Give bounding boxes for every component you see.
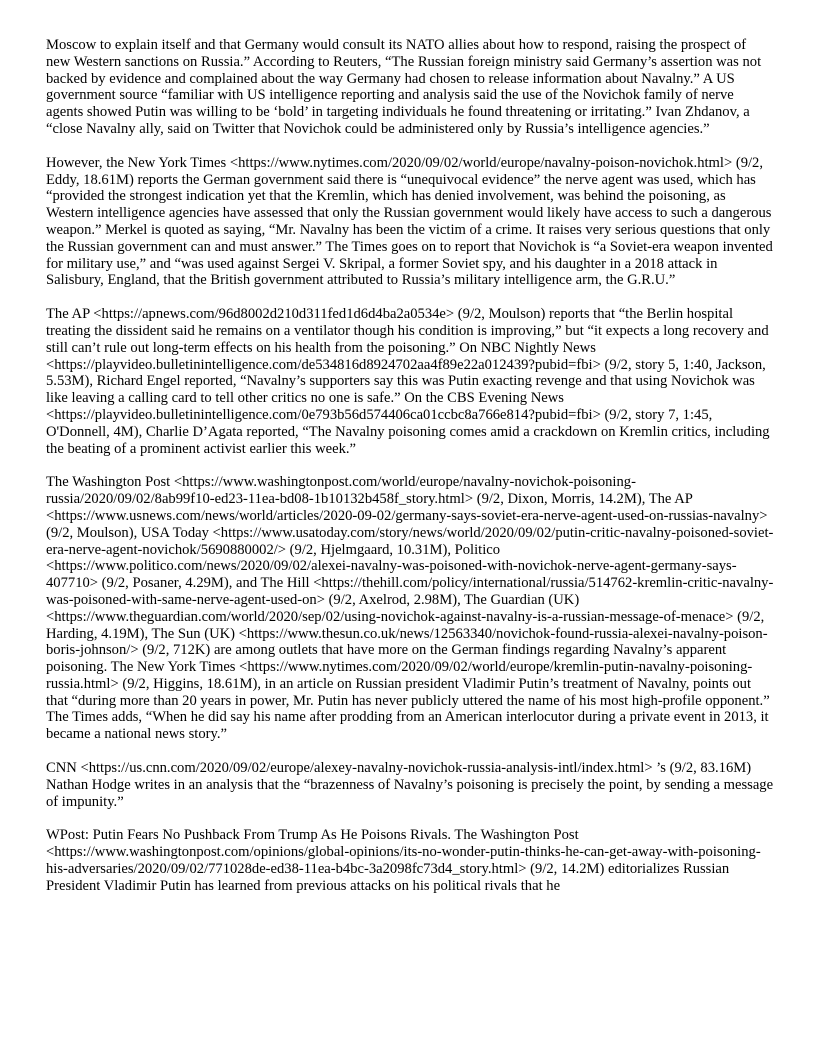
- paragraph-reuters-reaction: Moscow to explain itself and that Germany would consult its NATO allies about how to respond, raising the prospect of new Western sanctions on Russia.” According to Reuters, “The Russian foreign ministry said Germany’s assertion was not backed by evidence and complained about the way Germany had chosen to release information about Navalny.” A US government source “familiar with US intelligence reporting and analysis said the use of the Novichok family of nerve agents showed Putin was willing to be ‘bold’ in targeting individuals he found threatening or irritating.” Ivan Zhdanov, a “close Navalny ally, said on Twitter that Novichok could be administered only by Russia’s intelligence agencies.”: [46, 37, 762, 137]
- paragraph-nytimes-unequivocal-evidence: However, the New York Times <https://www.nytimes.com/2020/09/02/world/europe/navalny-poison-novichok.html> (9/2, Eddy, 18.61M) reports the German government said there is “unequivocal evidence” the nerve agent was used, which has “provided the strongest indication yet that the Kremlin, which has denied involvement, was behind the poisoning, as Western intelligence agencies have assessed that only the Russian government would likely have access to such a dangerous weapon.” Merkel is quoted as saying, “Mr. Navalny has been the victim of a crime. It raises very serious questions that only the Russian government can and must answer.” The Times goes on to report that Novichok is “a Soviet-era weapon invented for military use,” and “was used against Sergei V. Skripal, a former Soviet spy, and his daughter in a 2018 attack in Salisbury, England, that the British government attributed to Russia’s military intelligence arm, the G.R.U.”: [46, 154, 773, 289]
- paragraph-ap-hospital-condition: The AP <https://apnews.com/96d8002d210d311fed1d6d4ba2a0534e> (9/2, Moulson) reports that “the Berlin hospital treating the dissident said he remains on a ventilator though his condition is improving,” but “it expects a long recovery and still can’t rule out long-term effects on his health from the poisoning.” On NBC Nightly News <https://playvideo.bulletinintelligence.com/de534816d8924702aa4f89e22a012439?pubid=fbi> (9/2, story 5, 1:40, Jackson, 5.53M), Richard Engel reported, “Navalny’s supporters say this was Putin exacting revenge and that using Novichok was like leaving a calling card to tell other critics no one is safe.” On the CBS Evening News <https://playvideo.bulletinintelligence.com/0e793b56d574406ca01ccbc8a766e814?pubid=fbi> (9/2, story 7, 1:45, O'Donnell, 4M), Charlie D’Agata reported, “The Navalny poisoning comes amid a crackdown on Kremlin critics, including the beating of a prominent activist earlier this week.”: [46, 306, 770, 457]
- paragraph-wpost-editorial: WPost: Putin Fears No Pushback From Trump As He Poisons Rivals. The Washington Post <https://www.washingtonpost.com/opinions/global-opinions/its-no-wonder-putin-thinks-he-can-get-away-with-poisoning-his-adversaries/2020/09/02/771028de-ed38-11ea-b4bc-3a2098fc73d4_story.html> (9/2, 14.2M) editorializes Russian President Vladimir Putin has learned from previous attacks on his political rivals that he: [46, 827, 761, 894]
- paragraph-cnn-analysis: CNN <https://us.cnn.com/2020/09/02/europe/alexey-navalny-novichok-russia-analysis-intl/index.html> ’s (9/2, 83.16M) Nathan Hodge writes in an analysis that the “brazenness of Navalny’s poisoning is precisely the point, by sending a message of impunity.”: [46, 760, 774, 810]
- document-page: [46, 37, 774, 912]
- paragraph-outlet-roundup: The Washington Post <https://www.washingtonpost.com/world/europe/navalny-novichok-poisoning-russia/2020/09/02/8ab99f10-ed23-11ea-bd08-1b10132b458f_story.html> (9/2, Dixon, Morris, 14.2M), The AP <https://www.usnews.com/news/world/articles/2020-09-02/germany-says-soviet-era-nerve-agent-used-on-russias-navalny> (9/2, Moulson), USA Today <https://www.usatoday.com/story/news/world/2020/09/02/putin-critic-navalny-poisoned-soviet-era-nerve-agent-novichok/5690880002/> (9/2, Hjelmgaard, 10.31M), Politico <https://www.politico.com/news/2020/09/02/alexei-navalny-was-poisoned-with-novichok-nerve-agent-germany-says-407710> (9/2, Posaner, 4.29M), and The Hill <https://thehill.com/policy/international/russia/514762-kremlin-critic-navalny-was-poisoned-with-same-nerve-agent-used-on> (9/2, Axelrod, 2.98M), The Guardian (UK) <https://www.theguardian.com/world/2020/sep/02/using-novichok-against-navalny-is-a-russian-message-of-menace> (9/2, Harding, 4.19M), The Sun (UK) <https://www.thesun.co.uk/news/12563340/novichok-found-russia-alexei-navalny-poison-boris-johnson/> (9/2, 712K) are among outlets that have more on the German findings regarding Navalny’s apparent poisoning. The New York Times <https://www.nytimes.com/2020/09/02/world/europe/kremlin-putin-navalny-poisoning-russia.html> (9/2, Higgins, 18.61M), in an article on Russian president Vladimir Putin’s treatment of Navalny, points out that “during more than 20 years in power, Mr. Putin has never publicly uttered the name of his most high-profile opponent.” The Times adds, “When he did say his name after prodding from an American interlocutor during a private event in 2013, it became a national news story.”: [46, 474, 774, 743]
